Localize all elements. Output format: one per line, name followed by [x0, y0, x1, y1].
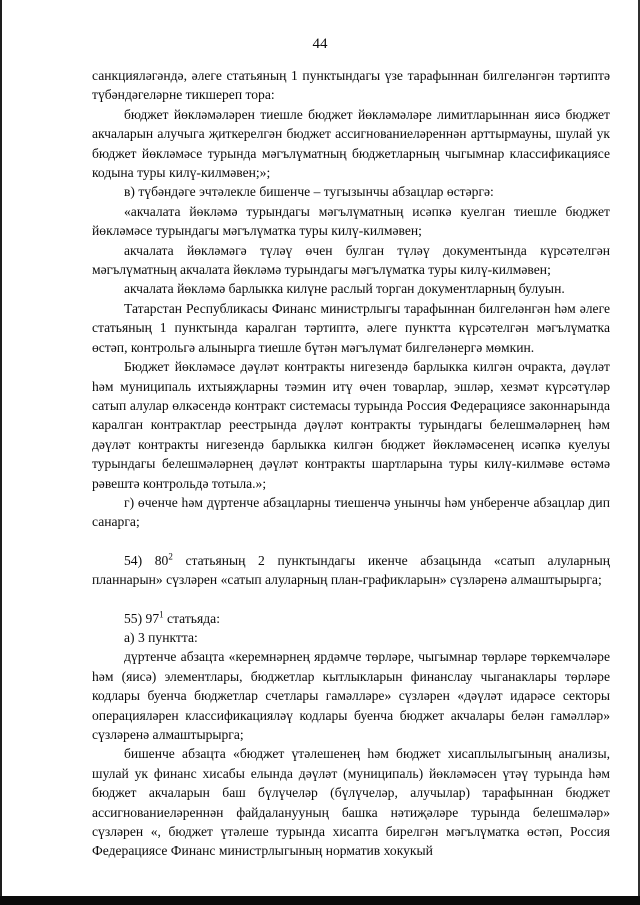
spacer [92, 590, 610, 609]
paragraph-item-54 [92, 551, 610, 590]
paragraph: Бюджет йөкләмәсе дәүләт контракты нигезендә барлыкка килгән очракта, дәүләт һәм муниципаль ихтыяҗларны тәэмин итү өчен товарлар, эшләр, хезмәт күрсәтүләр сатып алулар өлкәсендә контракт системасы турында Россия Федерациясе законнарында каралган контрактлар реестрында дәүләт контракты турындагы белешмәләрнең һәм дәүләт контракты нигезендә барлыкка килгән бюджет йөкләмәсенең исәпкә куелуы турындагы белешмәләрнең дәүләт контракты шартларына туры килү-килмәве өстәмә рәвештә контрольдә тотыла.»; [92, 359, 610, 491]
paragraph: бюджет йөкләмәләрен тиешле бюджет йөкләмәләре лимитларыннан яисә бюджет акчаларын алучыга җиткерелгән бюджет ассигнованиеләреннән арттырмауны, шулай ук бюджет йөкләмәсе турында мәгълүматның бюджетларның чыгымнар классификациясе кодына туры килү-килмәвен;»; [92, 106, 610, 181]
scan-bottom-edge [0, 896, 640, 905]
item-54-text: статьяның 2 пунктындагы икенче абзацында «сатып алуларның планнарын» сүзләрен «сатып алуларның план-графикларын» сүзләренә алмаштырырга; [92, 552, 610, 588]
paragraph: а) 3 пунктта: [124, 629, 198, 645]
superscript: 1 [159, 609, 164, 620]
spacer [92, 532, 610, 551]
paragraph: г) өченче һәм дүртенче абзацларны тиешенчә унынчы һәм унберенче абзацлар дип санарга; [92, 494, 610, 530]
item-55-text: статьяда: [163, 610, 220, 626]
document-body [92, 66, 610, 861]
superscript: 2 [168, 551, 173, 562]
paragraph: в) түбәндәге эчтәлекле бишенче – тугызынчы абзацлар өстәргә: [124, 184, 494, 200]
item-54-number: 54) 80 [124, 552, 169, 568]
paragraph: санкцияләгәндә, әлеге статьяның 1 пунктындагы үзе тарафыннан билгеләнгән тәртиптә түбәндәгеләрне тикшереп тора: [92, 68, 610, 103]
paragraph-item-55 [92, 609, 610, 628]
paragraph: акчалата йөкләмәгә түләү өчен булган түләү документында күрсәтелгән мәгълүматның акчалата йөкләмә турындагы мәгълүматка туры килү-килмәвен; [92, 242, 610, 278]
item-55-number: 55) 97 [124, 610, 160, 626]
paragraph: «акчалата йөкләмә турындагы мәгълүматның исәпкә куелган тиешле бюджет йөкләмәсе турындагы мәгълүматка туры килү-килмәвен; [92, 203, 610, 239]
paragraph: бишенче абзацта «бюджет үтәлешенең һәм бюджет хисаплылыгының анализы, шулай ук финанс хисабы елында дәүләт (муниципаль) йөкләмәсен үтәү турында һәм бюджет акчаларын баш бүлүчеләр (бүлүчеләр, алучылар) тарафыннан бюджет ассигнованиеләреннән файдаланууның башка нәтиҗәләре турында белешмәләр» сүзләрен «, бюджет үтәлеше турында хисапта бирелгән мәгълүматка өстәп, Россия Федерациясе Финанс министрлыгының норматив хокукый [92, 746, 610, 859]
page-number: 44 [312, 36, 328, 52]
paragraph: акчалата йөкләмә барлыкка килүне раслый торган документларның булуын. [124, 281, 565, 297]
paragraph: Татарстан Республикасы Финанс министрлыгы тарафыннан билгеләнгән һәм әлеге статьяның 1 пунктында каралган тәртиптә, әлеге пунктта күрсәтелгән мәгълүматка өстәп, контрольгә алынырга тиешле бүтән мәгълүмат билгеләнергә мөмкин. [92, 300, 610, 355]
scan-edge-left [0, 0, 2, 905]
paragraph: дүртенче абзацта «керемнәрнең ярдәмче төрләре, чыгымнар төрләре төркемчәләре һәм (яисә) элементлары, бюджетлар кытлыкларын финанслау чыганаклары төрләре кодлары буенча бюджетлар счетлары гамәлләре» сүзләрен «дәүләт идарәсе секторы операцияләрен классификацияләү кодлары буенча бюджет акчалары белән гамәлләр» сүзләренә алмаштырырга; [92, 649, 610, 742]
